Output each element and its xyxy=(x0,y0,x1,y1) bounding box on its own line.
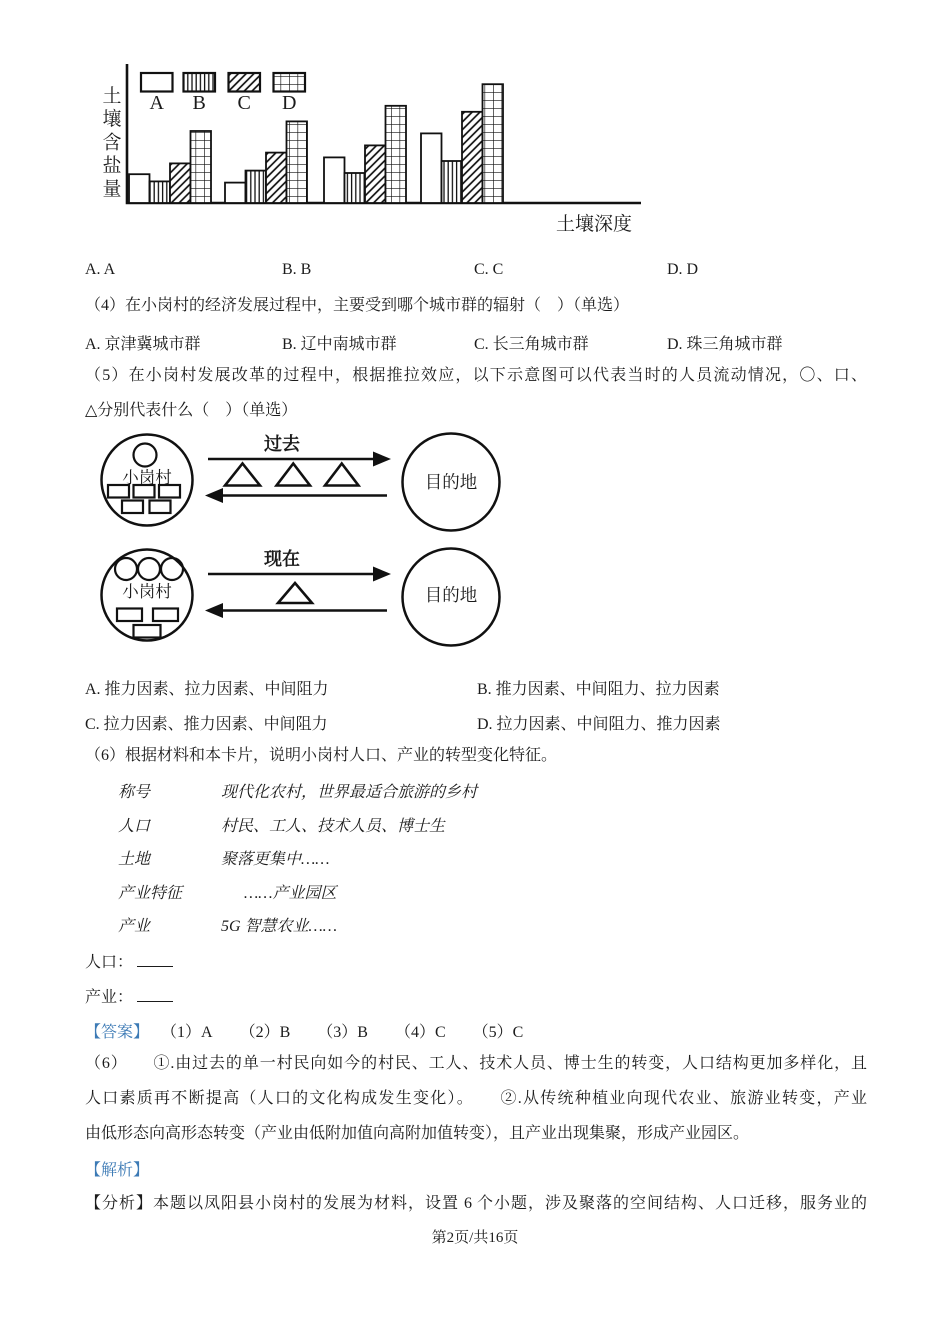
card-row-population xyxy=(85,810,785,844)
q4-option-c: C. 长三角城市群 xyxy=(474,336,589,353)
card-label: 土地 xyxy=(118,851,151,869)
question-3-options xyxy=(85,261,875,279)
answer-q6-line3: 由低形态向高形态转变（产业由低附加值向高附加值转变），且产业出现集聚，形成产业园区。 xyxy=(85,1125,750,1142)
question-4-text: （4）在小岗村的经济发展过程中，主要受到哪个城市群的辐射（ ）（单选） xyxy=(85,297,630,314)
page-number: 第2页/共16页 xyxy=(431,1230,519,1246)
answer-key-row xyxy=(85,1019,550,1042)
card-value: 5G 智慧农业…… xyxy=(221,918,338,936)
card-row-industry xyxy=(85,910,785,944)
card-label: 称号 xyxy=(118,784,151,801)
question-5-text-line2: △分别代表什么（ ）（单选） xyxy=(85,402,298,419)
answer-blank-industry xyxy=(85,986,867,1008)
q5-option-b: B. 推力因素、中间阻力、拉力因素 xyxy=(477,681,720,698)
q4-option-a: A. 京津冀城市群 xyxy=(85,336,201,353)
answer-choice-5: （5）C xyxy=(472,1024,524,1041)
card-value: 村民、工人、技术人员、博士生 xyxy=(221,817,446,835)
answer-choice-2: （2）B xyxy=(239,1024,291,1041)
village-info-card xyxy=(85,776,785,944)
card-value: 现代化农村，世界最适合旅游的乡村 xyxy=(221,784,478,801)
q5-option-c: C. 拉力因素、推力因素、中间阻力 xyxy=(85,716,328,733)
answer-choice-4: （4）C xyxy=(394,1024,446,1041)
question-5-options-row2 xyxy=(85,711,875,734)
analysis-tag: 【解析】 xyxy=(85,1162,150,1179)
soil-salinity-bar-chart xyxy=(85,52,665,242)
push-pull-migration-diagram xyxy=(85,425,525,649)
answer-blank-line xyxy=(137,986,173,1002)
svg-text:C: C xyxy=(237,92,251,114)
card-label: 产业 xyxy=(118,918,151,936)
card-row-industry-feature xyxy=(85,877,785,911)
q3-option-b: B. B xyxy=(282,261,312,278)
svg-text:D: D xyxy=(281,92,297,114)
svg-text:小岗村: 小岗村 xyxy=(122,582,172,601)
svg-text:土壤深度: 土壤深度 xyxy=(555,214,633,235)
card-label: 产业特征 xyxy=(118,884,183,902)
svg-text:目的地: 目的地 xyxy=(424,585,478,605)
svg-text:量: 量 xyxy=(102,178,122,200)
svg-text:A: A xyxy=(149,92,164,114)
answer-choice-1: （1）A xyxy=(161,1024,213,1041)
card-value: ……产业园区 xyxy=(244,884,337,902)
svg-text:壤: 壤 xyxy=(102,109,122,131)
svg-text:B: B xyxy=(192,92,206,114)
q3-option-c: C. C xyxy=(474,261,504,278)
svg-text:盐: 盐 xyxy=(102,155,122,177)
question-5-text-line1: （5）在小岗村发展改革的过程中，根据推拉效应，以下示意图可以代表当时的人员流动情况，〇、口、 xyxy=(85,367,867,384)
q5-option-d: D. 拉力因素、中间阻力、推力因素 xyxy=(477,716,721,733)
q4-option-d: D. 珠三角城市群 xyxy=(667,336,783,353)
svg-text:含: 含 xyxy=(102,132,122,154)
q4-option-b: B. 辽中南城市群 xyxy=(282,336,397,353)
answer-choice-3: （3）B xyxy=(317,1024,368,1041)
blank-label: 产业： xyxy=(85,989,134,1006)
q5-option-a: A. 推力因素、拉力因素、中间阻力 xyxy=(85,681,329,698)
svg-text:小岗村: 小岗村 xyxy=(122,468,172,487)
question-5-options-row1 xyxy=(85,676,875,699)
svg-text:现在: 现在 xyxy=(264,549,300,569)
answer-q6-line1: （6） ①.由过去的单一村民向如今的村民、工人、技术人员、博士生的转变，人口结构更加多样化，且 xyxy=(85,1055,867,1072)
svg-text:土: 土 xyxy=(102,86,122,107)
analysis-text: 【分析】本题以凤阳县小岗村的发展为材料，设置 6 个小题，涉及聚落的空间结构、人口迁移，服务业的 xyxy=(85,1195,867,1212)
question-6-text: （6）根据材料和本卡片，说明小岗村人口、产业的转型变化特征。 xyxy=(85,747,558,764)
card-label: 人口 xyxy=(118,817,151,835)
answer-blank-population xyxy=(85,951,867,973)
svg-text:目的地: 目的地 xyxy=(424,472,478,492)
answer-q6-line2: 人口素质再不断提高（人口的文化构成发生变化）。 ②.从传统种植业向现代农业、旅游业转变，产业 xyxy=(85,1090,867,1107)
answer-blank-line xyxy=(137,951,173,967)
card-row-title xyxy=(85,776,785,810)
answer-tag: 【答案】 xyxy=(85,1024,150,1041)
blank-label: 人口： xyxy=(85,954,134,971)
card-row-land xyxy=(85,843,785,877)
svg-text:过去: 过去 xyxy=(264,434,300,454)
card-value: 聚落更集中…… xyxy=(221,851,330,869)
q3-option-d: D. D xyxy=(667,261,699,278)
q3-option-a: A. A xyxy=(85,261,116,278)
question-4-options xyxy=(85,331,875,354)
